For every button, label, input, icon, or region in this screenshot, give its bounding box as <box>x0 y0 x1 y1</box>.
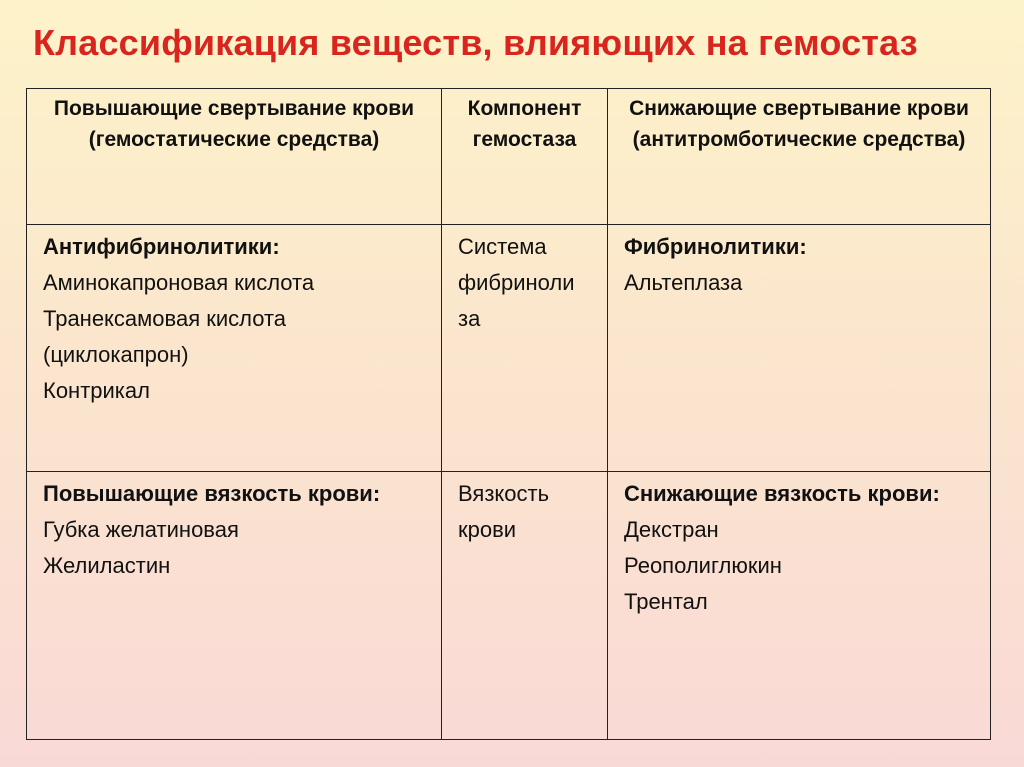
list-item: Контрикал <box>43 378 150 403</box>
header-increasing-coagulation: Повышающие свертывание крови (гемостатические средства) <box>27 89 442 225</box>
list-item: (циклокапрон) <box>43 342 189 367</box>
list-item: Реополиглюкин <box>624 553 782 578</box>
header-decreasing-coagulation: Снижающие свертывание крови (антитромботические средства) <box>608 89 991 225</box>
cell-heading: Фибринолитики: <box>624 234 807 259</box>
table-header-row <box>27 89 991 225</box>
table-row-blood-viscosity <box>27 472 991 740</box>
cell-heading: Антифибринолитики: <box>43 234 280 259</box>
list-item: Губка желатиновая <box>43 517 239 542</box>
classification-table <box>26 88 991 740</box>
list-item: Аминокапроновая кислота <box>43 270 315 295</box>
component-line: Вязкость <box>458 481 550 506</box>
list-item: Декстран <box>624 517 719 542</box>
component-line: крови <box>458 517 517 542</box>
cell-antifibrinolytics <box>27 225 442 472</box>
list-item: Желиластин <box>43 553 171 578</box>
cell-blood-viscosity <box>442 472 608 740</box>
cell-heading: Повышающие вязкость крови: <box>43 481 381 506</box>
list-item: Транексамовая кислота <box>43 306 287 331</box>
cell-increasing-viscosity <box>27 472 442 740</box>
list-item: Альтеплаза <box>624 270 743 295</box>
cell-decreasing-viscosity <box>608 472 991 740</box>
slide-title: Классификация веществ, влияющих на гемостаз <box>33 22 918 63</box>
header-hemostasis-component: Компонент гемостаза <box>442 89 608 225</box>
component-line: фибриноли <box>458 270 575 295</box>
table-row-fibrinolysis <box>27 225 991 472</box>
component-line: Система <box>458 234 547 259</box>
component-line: за <box>458 306 481 331</box>
list-item: Трентал <box>624 589 708 614</box>
cell-fibrinolysis-system <box>442 225 608 472</box>
cell-fibrinolytics <box>608 225 991 472</box>
cell-heading: Снижающие вязкость крови: <box>624 481 940 506</box>
